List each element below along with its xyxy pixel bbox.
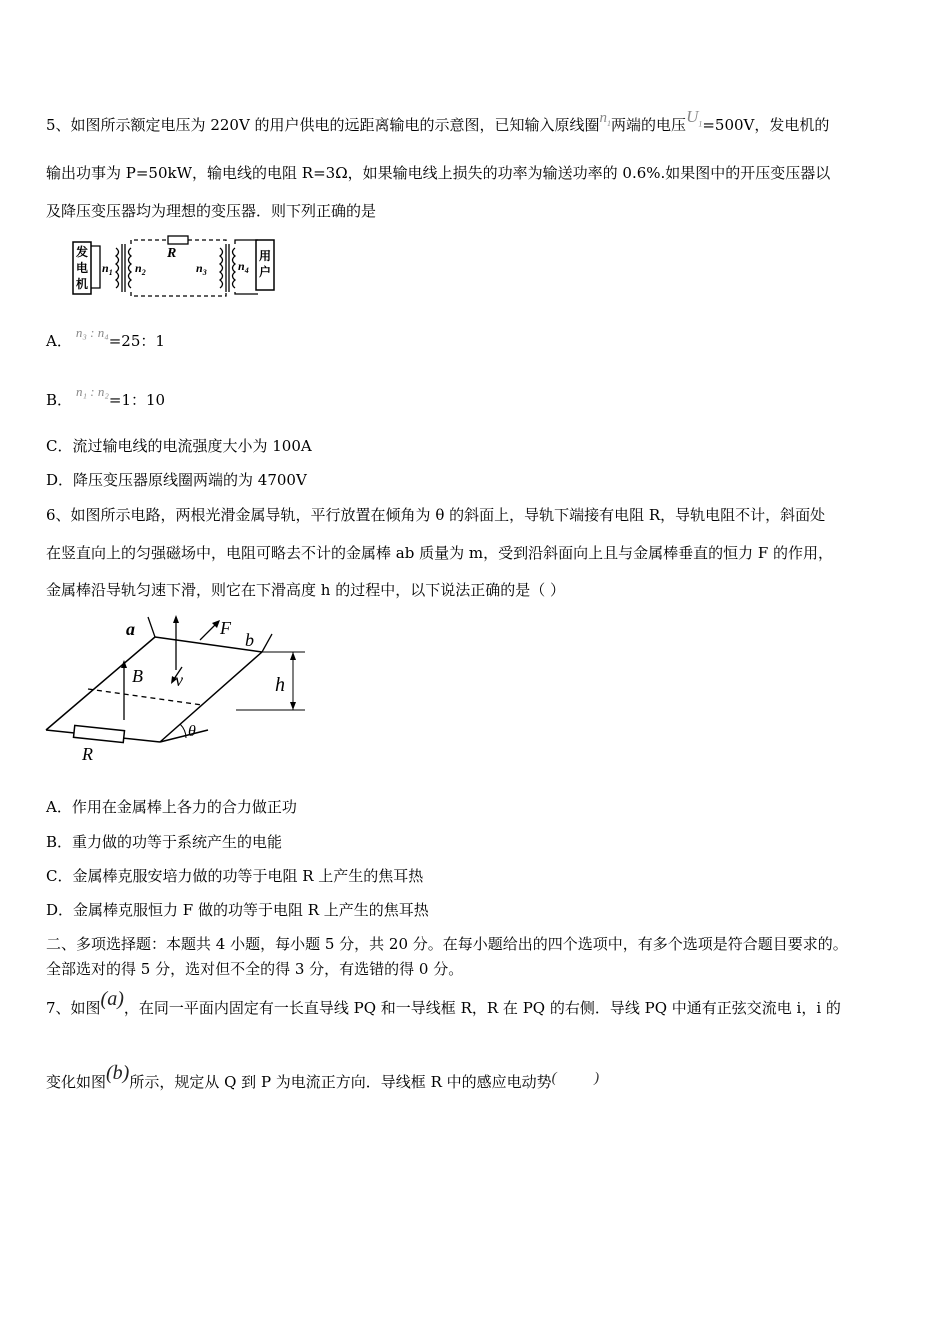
q5-line-3: 及降压变压器均为理想的变压器．则下列正确的是 <box>46 202 377 220</box>
generator-char-1: 发 <box>75 245 89 259</box>
h-arrow-bottom <box>290 702 296 710</box>
q6-option-a: A．作用在金属棒上各力的合力做正功 <box>46 798 297 816</box>
q6-line-2: 在竖直向上的匀强磁场中，电阻可略去不计的金属棒 ab 质量为 m，受到沿斜面向上且与金属棒垂直的恒力 F 的作用， <box>46 544 834 562</box>
q5-transmission-figure <box>68 232 288 300</box>
gen-wire <box>91 246 100 288</box>
label-b-field: B <box>132 666 143 686</box>
q6-option-c: C．金属棒克服安培力做的功等于电阻 R 上产生的焦耳热 <box>46 867 424 885</box>
section2-line-1: 二、多项选择题：本题共 4 小题，每小题 5 分，共 20 分。在每小题给出的四个选项中，有多个选项是符合题目要求的。 <box>46 935 848 953</box>
q5-option-d: D．降压变压器原线圈两端的为 4700V <box>46 471 307 489</box>
label-a: a <box>126 619 135 639</box>
ext-b <box>262 634 272 652</box>
q7-line-2: 变化如图(b)所示，规定从 Q 到 P 为电流正方向．导线框 R 中的感应电动势( ) <box>46 1062 600 1091</box>
label-r: R <box>82 744 93 764</box>
r-label: R <box>167 246 177 261</box>
label-f: F <box>220 618 231 638</box>
q5-line-2: 输出功事为 P=50kW，输电线的电阻 R=3Ω，如果输电线上损失的功率为输送功率的 0.6%.如果图中的开压变压器以 <box>46 164 831 182</box>
q6-option-b: B．重力做的功等于系统产生的电能 <box>46 833 283 851</box>
n1-symbol: $n_1$ <box>599 110 612 128</box>
n1-n2-ratio: n₁ : n₂ <box>76 384 109 399</box>
coil-n4 <box>233 248 236 288</box>
line-top-left <box>131 240 168 244</box>
q5-option-b: B． n₁ : n₂=1：10 <box>46 384 166 409</box>
user-char-1: 用 <box>258 249 272 263</box>
coil-n1 <box>116 248 119 288</box>
label-h: h <box>275 674 285 696</box>
rail-right <box>160 652 262 742</box>
resistor-r <box>74 725 125 742</box>
h-arrow-top <box>290 652 296 660</box>
fig-a-ref: (a) <box>100 988 124 1010</box>
q5-option-a: A． n₃ : n₄=25：1 <box>46 325 165 350</box>
u1-symbol: $U_1$ <box>686 107 703 129</box>
generator-char-3: 机 <box>75 277 89 291</box>
q6-option-d: D．金属棒克服恒力 F 做的功等于电阻 R 上产生的焦耳热 <box>46 901 429 919</box>
q5-option-c: C．流过输电线的电流强度大小为 100A <box>46 437 312 455</box>
q6-line-3: 金属棒沿导轨匀速下滑，则它在下滑高度 h 的过程中，以下说法正确的是（ ） <box>46 581 565 599</box>
ext-a <box>148 617 155 637</box>
n3-n4-ratio: n₃ : n₄ <box>75 325 109 340</box>
n2-label: $n_2$ <box>135 261 146 277</box>
n1-label: $n_1$ <box>102 261 113 277</box>
label-v: v <box>175 670 183 690</box>
n3-label: $n_3$ <box>196 261 207 277</box>
line-bottom <box>131 292 226 296</box>
answer-blank: ( ) <box>551 1070 600 1086</box>
q6-line-1: 6、如图所示电路，两根光滑金属导轨，平行放置在倾角为 θ 的斜面上，导轨下端接有电阻 R，导轨电阻不计，斜面处 <box>46 506 826 524</box>
fig-b-ref: (b) <box>106 1062 130 1084</box>
q6-incline-figure <box>40 612 320 772</box>
section2-line-2: 全部选对的得 5 分，选对但不全的得 3 分，有选错的得 0 分。 <box>46 960 464 978</box>
line-top-right <box>188 240 226 244</box>
q7-line-1: 7、如图(a)，在同一平面内固定有一长直导线 PQ 和一导线框 R，R 在 PQ 的右侧．导线 PQ 中通有正弦交流电 i，i 的 <box>46 988 841 1017</box>
q5-line-1: 5、如图所示额定电压为 220V 的用户供电的远距离输电的示意图，已知输入原线圈$n_1$两端的电压$U_1=500V$，发电机的 <box>46 107 830 134</box>
label-theta: θ <box>188 723 196 740</box>
force-up-head <box>173 615 179 623</box>
label-b: b <box>245 630 254 650</box>
user-char-2: 户 <box>258 265 272 279</box>
dashed-rod <box>88 689 202 705</box>
generator-char-2: 电 <box>75 261 89 275</box>
n4-label: $n_4$ <box>238 259 249 275</box>
coil-n2 <box>129 248 132 288</box>
coil-n3 <box>220 248 223 288</box>
resistor-r <box>168 236 188 244</box>
